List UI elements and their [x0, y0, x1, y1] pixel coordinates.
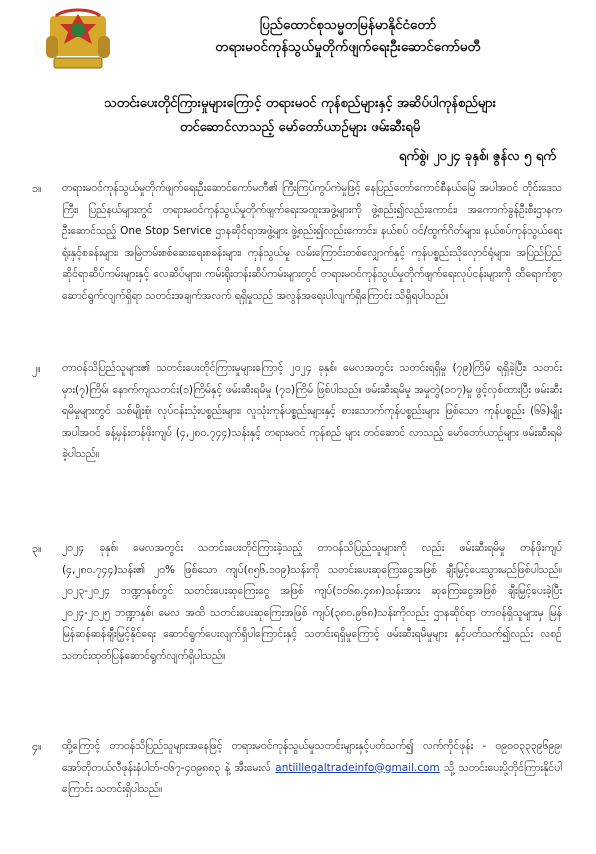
ministry-name [128, 14, 568, 58]
paragraph-number: ၁။ [32, 182, 42, 195]
ministry-line-2: တရားမဝင်ကုန်သွယ်မှုတိုက်ဖျက်ရေးဦးဆောင်ကော်မတီ [215, 39, 481, 55]
paragraph-3 [32, 538, 562, 667]
paragraph-text: တာဝန်သိပြည်သူများ၏ သတင်းပေးတိုင်ကြားမှုများကြောင့် ၂၀၂၄ ခုနှစ်၊ မေလအတွင်း သတင်းရရှိမှု (၇၉)ကြိမ် ရရှိခဲ့ပြီး၊ သတင်းမှား(၇)ကြိမ်၊ နောက်ကျသတင်း(၁)ကြိမ်နှင့် ဖမ်းဆီးရမိမှု (၇၁)ကြိမ် ဖြစ်ပါသည်။ ဖမ်းဆီးရမိမှု အမှုတွဲ(၁၀၇)မှု ဖွင့်လှစ်ထားပြီး ဖမ်းဆီးရမိမှုများတွင် သစ်မျိုးစုံ၊ လုပ်ငန်းသုံးပစ္စည်းများ၊ လူသုံးကုန်ပစ္စည်းများနှင့် စားသောက်ကုန်ပစ္စည်းများ ဖြစ်သော ကုန်ပစ္စည်း (၆၆)မျိုး အပါအဝင် ခန့်မှန်းတန်ဖိုးကျပ် (၄,၂၈၀.၇၄၄)သန်းနှင့် တရားမဝင် ကုန်စည် များ တင်ဆောင် လာသည့် မော်တော်ယာဉ်များ ဖမ်းဆီးရမိခဲ့ပါသည်။ [62, 362, 562, 460]
state-seal-icon [44, 6, 112, 74]
letterhead [0, 6, 596, 78]
title-line-1: သတင်းပေးတိုင်ကြားမှုများကြောင့် တရားမဝင် ကုန်စည်များနှင့် အဆိပ်ပါကုန်စည်များ [104, 96, 496, 111]
paragraph-text-after: သို့ သတင်းပေးပို့တိုင်ကြားနိုင်ပါကြောင်း သတင်းရှိပါသည်။ [62, 761, 563, 795]
title-line-2: တင်ဆောင်လာသည့် မော်တော်ယာဉ်များ ဖမ်းဆီးရမိ [179, 120, 421, 135]
ministry-line-1: ပြည်ထောင်စုသမ္မတမြန်မာနိုင်ငံတော် [259, 17, 437, 33]
email-link[interactable]: antiillegaltradeinfo@gmail.com [275, 761, 440, 774]
paragraph-1 [32, 178, 562, 307]
paragraph-2 [32, 358, 562, 466]
paragraph-number: ၂။ [32, 362, 41, 375]
document-date: ရက်စွဲ၊ ၂၀၂၄ ခုနှစ်၊ ဇွန်လ ၅ ရက် [398, 149, 556, 164]
paragraph-text: တရားမဝင်ကုန်သွယ်မှုတိုက်ဖျက်ရေးဦးဆောင်ကော်မတီ၏ ကြီးကြပ်ကွပ်ကဲမှုဖြင့် နေပြည်တော်ကောင်စီနယ်မြေ အပါအဝင် တိုင်းဒေသကြီး၊ ပြည်နယ်များတွင် တရားမဝင်ကုန်သွယ်မှုတိုက်ဖျက်ရေးအထူးအဖွဲ့များကို ဖွဲ့စည်း၍လည်းကောင်း၊ အကောက်ခွန်ဦးစီးဌာနက ဦးဆောင်သည့် One Stop Service ဌာနဆိုင်ရာအဖွဲ့များ ဖွဲ့စည်း၍လည်းကောင်း၊ နယ်စပ် ဝင်/ထွက်ဂိတ်များ၊ နယ်စပ်ကုန်သွယ်ရေးရုံးနှင့်စခန်းများ၊ အမြဲတမ်းစစ်ဆေးရေးစခန်းများ၊ ကုန်သွယ်မှု လမ်းကြောင်းတစ်လျှောက်နှင့် ကုန်ပစ္စည်းသိုလှောင်ရုံများ၊ အပြည်ပြည်ဆိုင်ရာဆိပ်ကမ်းများနှင့် လေဆိပ်များ၊ ကမ်းရိုးတန်းဆိပ်ကမ်းများတွင် တရားမဝင်ကုန်သွယ်မှုတိုက်ဖျက်ရေးလုပ်ငန်းများကို ထိရောက်စွာ ဆောင်ရွက်လျက်ရှိရာ သတင်းအချက်အလက် ရရှိမှုသည် အလွန်အရေးပါလျက်ရှိကြောင်း သိရှိရပါသည်။ [62, 182, 562, 302]
document-title [50, 92, 550, 140]
paragraph-number: ၃။ [32, 542, 42, 555]
paragraph-4 [32, 736, 563, 801]
paragraph-text-before: ထို့ကြောင့် တာဝန်သိပြည်သူများအနေဖြင့် တရားမဝင်ကုန်သွယ်မှုသတင်းများနှင့်ပတ်သက်၍ လက်ကိုင်ဖုန်း - ၀၉၀၀၃၃၃၉၆၉၉၊ အော်တိုတယ်လီဖုန်းနံပါတ်-၀၆၇-၄၀၉၈၈၃ နဲ့ အီးမေးလ် [62, 740, 562, 774]
paragraph-text: ၂၀၂၄ ခုနှစ်၊ မေလအတွင်း သတင်းပေးတိုင်ကြားခဲ့သည့် တာဝန်သိပြည်သူများကို လည်း ဖမ်းဆီးရမိမှု တန်ဖိုးကျပ် (၄,၂၈၀.၇၄၄)သန်း၏ ၂၀% ဖြစ်သော ကျပ်(၈၅၆.၁၀၉)သန်းကို သတင်းပေးဆုကြေးငွေအဖြစ် ချီးမြှင့်ပေးသွားမည်ဖြစ်ပါသည်။ ၂၀၂၃-၂၀၂၄ ဘဏ္ဍာနှစ်တွင် သတင်းပေးဆုကြေးငွေ အဖြစ် ကျပ်(၁၁၆၈.၄၈၈)သန်းအား ဆုကြေးငွေအဖြစ် ချီးမြှင့်ပေးခဲ့ပြီး ၂၀၂၄-၂၀၂၅ ဘဏ္ဍာနှစ်၊ မေလ အထိ သတင်းပေးဆုကြေးအဖြစ် ကျပ်(၃၈၀.၉၆၈)သန်းကိုလည်း ဌာနဆိုင်ရာ တာဝန်ရှိသူများမှ မြန်မြန်ဆန်ဆန်ချီးမြှင့်နိုင်ရေး ဆောင်ရွက်ပေးလျက်ရှိပါကြောင်းနှင့် သတင်းရရှိမှုကြောင့် ဖမ်းဆီးရမိမှုများ နှင့်ပတ်သက်၍လည်း လစဉ်သတင်းထုတ်ပြန်ဆောင်ရွက်လျက်ရှိပါသည်။ [62, 542, 562, 662]
paragraph-number: ၄။ [32, 740, 42, 753]
